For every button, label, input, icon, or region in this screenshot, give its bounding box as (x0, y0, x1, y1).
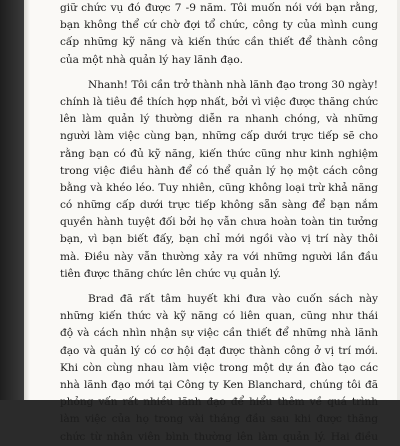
text-line: chính là tiêu đề thích hợp nhất, bởi vì việc được thăng chức (60, 95, 378, 108)
text-line: tiên được thăng chức lên chức vụ quản lý. (60, 267, 281, 280)
text-line: nhà lãnh đạo mới tại Công ty Ken Blanchard, chúng tôi đã (60, 378, 378, 391)
text-line: mà. Điều này vẫn thường xảy ra với những người lần đầu (60, 250, 378, 263)
text-line: đạo và quản lý có cơ hội đạt được thành công ở vị trí mới. (60, 344, 378, 357)
text-line: trong việc điều hành để có thể quản lý họ một cách công (60, 164, 378, 177)
text-line: Nhanh! Tôi cần trở thành nhà lãnh đạo trong 30 ngày! (88, 78, 378, 91)
text-line: quyền hành tuyệt đối bởi họ vẫn chưa hoàn toàn tin tưởng (60, 216, 378, 229)
text-line: của một nhà quản lý hay lãnh đạo. (60, 53, 243, 66)
text-line: phỏng vấn rất nhiều lãnh đạo để hiểu thêm về quá trình (60, 396, 378, 409)
text-line: bạn không thể cứ chờ đợi tổ chức, công ty của mình cung (60, 19, 378, 32)
text-line: có những cấp dưới trực tiếp không sẵn sàng để bạn nắm (60, 199, 378, 212)
text-line: những kiến thức và kỹ năng có liên quan, cũng như thái (60, 310, 378, 323)
text-line: làm việc của họ trong vài tháng đầu sau khi được thăng (60, 413, 378, 426)
book-page (24, 0, 400, 443)
text-line: bằng và khéo léo. Tuy nhiên, cũng không loại trừ khả năng (60, 181, 378, 194)
text-line: Brad đã rất tâm huyết khi đưa vào cuốn sách này (88, 293, 378, 305)
text-line: cấp những kỹ năng và kiến thức cần thiết để thành công (60, 36, 378, 49)
text-line: giữ chức vụ đó được 7 -9 năm. Tôi muốn nói với bạn rằng, (60, 2, 378, 14)
paragraph (60, 291, 378, 446)
text-line: lên làm quản lý thường diễn ra nhanh chóng, và những (60, 113, 378, 126)
text-line: Khi còn cùng nhau làm việc trong một dự án đào tạo các (60, 361, 378, 374)
text-line: người làm việc cùng bạn, những cấp dưới trực tiếp sẽ cho (60, 130, 378, 143)
text-line: rằng bạn có đủ kỹ năng, kiến thức cũng như kinh nghiệm (60, 147, 378, 160)
book-spine-shadow (0, 0, 24, 400)
page-text (60, 0, 378, 446)
text-line: độ và cách nhìn nhận sự việc cần thiết để những nhà lãnh (60, 327, 378, 340)
paragraph (60, 0, 378, 69)
text-line: chức từ nhân viên bình thường lên làm quản lý. Hai điều (60, 430, 378, 443)
text-line: bạn, vì bạn biết đấy, bạn chỉ mới ngồi vào vị trí này thôi (60, 233, 378, 246)
paragraph (60, 77, 378, 283)
